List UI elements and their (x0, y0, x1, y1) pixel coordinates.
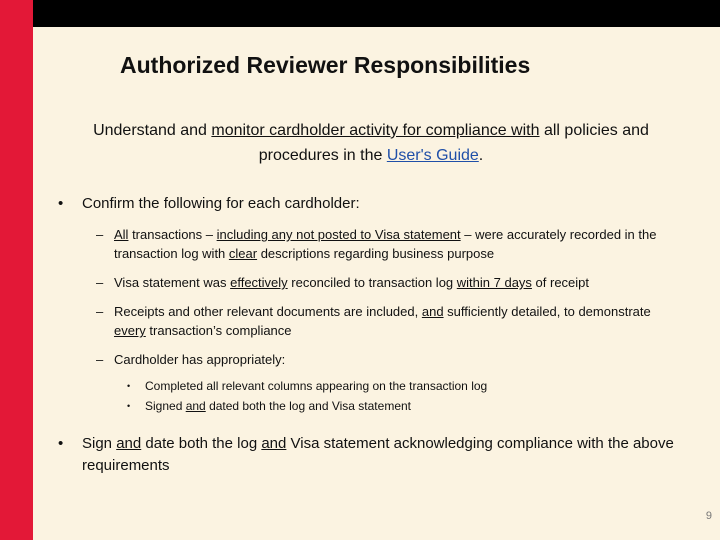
underlined-and: and (421, 304, 444, 319)
dash-marker: – (96, 304, 104, 319)
text-segment: date both the log (141, 435, 262, 452)
page-number: 9 (705, 510, 712, 522)
subsub-item-completed-text: Completed all relevant columns appearing on the transaction log (145, 379, 488, 393)
intro-text-2: all policies and procedures in the (258, 122, 649, 164)
text-segment: – were accurately recorded in the transaction log with (114, 227, 657, 261)
bullet-confirm-text: Confirm the following for each cardholder: (82, 195, 360, 212)
sub-item-receipts (96, 302, 686, 342)
underlined-and: and (116, 435, 142, 452)
dash-marker: – (96, 275, 104, 290)
bullet-marker: • (58, 435, 64, 452)
text-segment: reconciled to transaction log (287, 275, 457, 290)
intro-text-3: . (478, 147, 484, 164)
subsub-item-signed (127, 398, 667, 415)
bullet-sign-text (82, 433, 674, 477)
sub-item-cardholder-text: Cardholder has appropriately: (114, 352, 286, 367)
text-segment: transactions – (128, 227, 217, 242)
text-segment: transaction’s compliance (145, 323, 292, 338)
underlined-all: All (114, 227, 129, 242)
underlined-and: and (185, 399, 206, 413)
text-segment: Sign (82, 435, 117, 452)
left-red-bar (0, 0, 33, 540)
bullet-confirm (58, 193, 678, 215)
subsub-item-completed (127, 378, 667, 395)
underlined-including: including any not posted to Visa statement (216, 227, 461, 242)
intro-text-1: Understand and (93, 122, 212, 139)
text-segment: descriptions regarding business purpose (257, 246, 495, 261)
sub-item-cardholder (96, 350, 686, 370)
underlined-clear: clear (228, 246, 258, 261)
text-segment: Visa statement acknowledging compliance with the above requirements (82, 435, 674, 474)
underlined-within-7-days: within 7 days (456, 275, 532, 290)
sub-item-visa-statement-text (114, 273, 674, 292)
subsub-item-signed-text (145, 398, 645, 415)
small-bullet-marker: • (127, 401, 131, 411)
underlined-every: every (114, 323, 146, 338)
bullet-marker: • (58, 195, 64, 212)
dash-marker: – (96, 352, 104, 367)
sub-item-transactions (96, 225, 686, 265)
text-segment: sufficiently detailed, to demonstrate (443, 304, 651, 319)
sub-item-visa-statement (96, 273, 686, 293)
text-segment: of receipt (531, 275, 590, 290)
intro-paragraph (58, 118, 684, 168)
bullet-sign (58, 433, 678, 479)
slide-title: Authorized Reviewer Responsibilities (120, 52, 531, 78)
text-segment: Visa statement was (114, 275, 231, 290)
top-black-bar (0, 0, 720, 27)
underlined-and: and (261, 435, 287, 452)
underlined-effectively: effectively (230, 275, 288, 290)
users-guide-link[interactable]: User's Guide (386, 147, 479, 164)
sub-item-transactions-text (114, 225, 674, 263)
dash-marker: – (96, 227, 104, 242)
small-bullet-marker: • (127, 381, 131, 391)
intro-underlined-text: monitor cardholder activity for compliance with (211, 122, 540, 139)
text-segment: dated both the log and Visa statement (205, 399, 411, 413)
sub-item-receipts-text (114, 302, 674, 340)
text-segment: Receipts and other relevant documents are included, (114, 304, 422, 319)
text-segment: Signed (145, 399, 186, 413)
